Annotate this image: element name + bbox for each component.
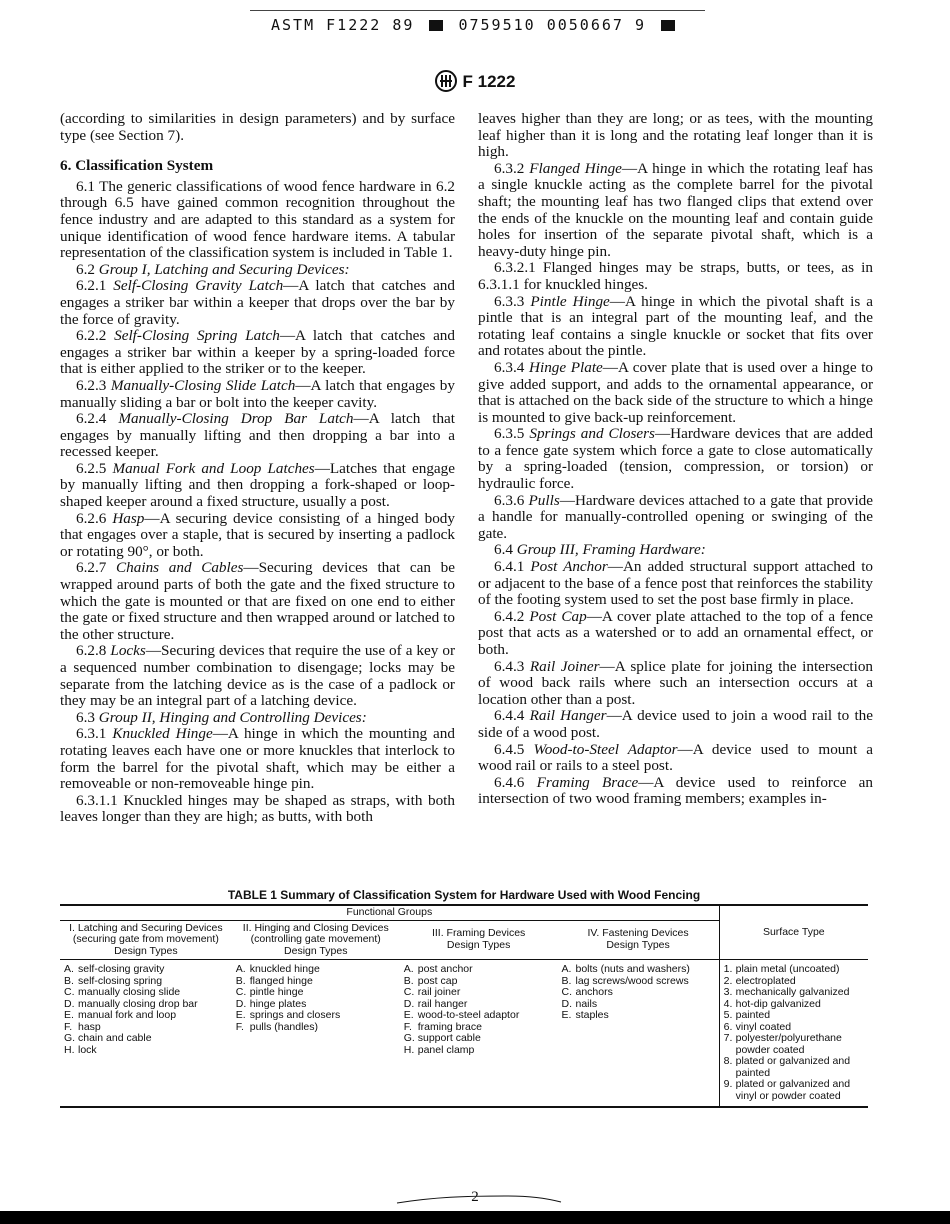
clause-term: Self-Closing Gravity Latch	[113, 277, 284, 295]
item-letter: G.	[403, 1032, 415, 1044]
surface-type-list	[724, 964, 864, 1102]
item-text: manually closing slide	[78, 986, 181, 998]
paragraph	[478, 659, 873, 709]
item-text: rail hanger	[417, 997, 468, 1010]
header-rule	[250, 10, 705, 11]
paragraph	[478, 708, 873, 741]
item-letter: F.	[403, 1020, 412, 1033]
group-header-2	[232, 920, 400, 960]
item-text: hot-dip galvanized	[735, 997, 821, 1010]
group-title: I. Latching and Securing Devices (securing gate from movement)	[69, 921, 223, 945]
clause-term: Springs and Closers	[529, 425, 655, 443]
item-letter: C.	[561, 986, 572, 998]
group-items-cell	[60, 960, 232, 1108]
paragraph	[478, 742, 873, 775]
clause-text: —A device used to join a wood rail to the side of a wood post.	[478, 707, 873, 741]
table-1	[60, 888, 868, 1108]
paragraph: (according to similarities in design parameters) and by surface type (see Section 7).	[60, 110, 455, 144]
item-text: painted	[735, 1009, 771, 1021]
clause-number: 6.2.8	[76, 642, 107, 660]
left-text-column	[60, 111, 455, 826]
list-item	[404, 1045, 554, 1057]
item-text: electroplated	[735, 974, 796, 987]
group-items-cell	[557, 960, 719, 1108]
list-item	[64, 1045, 228, 1057]
clause-number: 6.2.7	[76, 559, 107, 577]
clause-text: —A hinge in which the pivotal shaft is a pintle that is an integral part of the mounting leaf, and the rotating leaf contains a single knuckle or socket that fits over and rotates about the pintle.	[478, 292, 874, 360]
paragraph	[478, 493, 873, 543]
item-text: lock	[78, 1043, 97, 1056]
clause-number: 6.3.4	[494, 358, 525, 376]
clause-text: —A latch that catches and engages a striker bar within a keeper by a spring-loaded force that is either applied to the striker or to the keeper.	[60, 327, 455, 378]
item-text: plated or galvanized and vinyl or powder coated	[735, 1078, 851, 1102]
group-title: III. Framing Devices	[431, 927, 526, 940]
clause-number: 6.3	[76, 708, 95, 726]
list-item	[724, 1033, 864, 1056]
item-text: springs and closers	[249, 1009, 341, 1021]
item-letter: A.	[235, 963, 246, 975]
clause-text: —A hinge in which the mounting and rotating leaves each have one or more knuckles that interlock to form the barrel for the pivotal shaft, which may be either a removeable or non-removeable hinge pin.	[60, 725, 455, 793]
clause-term: Pulls	[528, 491, 560, 509]
paragraph	[60, 378, 455, 411]
item-text: plain metal (uncoated)	[735, 963, 840, 975]
design-type-list	[561, 964, 714, 1022]
design-type-list	[64, 964, 228, 1056]
clause-term: Hinge Plate	[529, 358, 603, 376]
list-item	[724, 987, 864, 999]
clause-text: —Securing devices that require the use of a key or a sequenced number combination to disengage; locks may be separate from the latching device as is the case of a padlock or they may be an integral part of a latching device.	[60, 642, 456, 710]
item-text: polyester/polyurethane powder coated	[735, 1032, 842, 1056]
item-letter: D.	[64, 997, 75, 1010]
paragraph	[60, 726, 455, 792]
clause-term: Rail Hanger	[529, 707, 607, 725]
item-number: 1.	[723, 963, 733, 975]
astm-logo-icon	[435, 70, 457, 92]
paragraph: leaves higher than they are long; or as tees, with the mounting leaf higher than it is long and the rotating leaf longer than it is high.	[478, 110, 873, 161]
clause-term: Group III, Framing Hardware:	[516, 541, 706, 559]
item-text: vinyl coated	[735, 1020, 792, 1033]
clause-term: Group I, Latching and Securing Devices:	[98, 260, 350, 278]
clause-text: —A hinge in which the rotating leaf has a single knuckle acting as the complete barrel for the pivotal shaft; the mounting leaf has two flanged clips that extend over the ends of the knuckle on the mounting leaf and contain guide holes for insertion of the separate pivotal shaft, which is a heavy-duty hinge pin.	[478, 159, 874, 260]
clause-number: 6.4.4	[494, 707, 525, 725]
section-heading: 6. Classification System	[60, 157, 214, 175]
clause-number: 6.2.5	[76, 459, 107, 477]
clause-text: —Hardware devices that are added to a fence gate system which force a gate to close automatically by a spring-loaded (tension, compression, or torsion) or hydraulic force.	[478, 425, 874, 493]
clause-text: —Hardware devices attached to a gate that provide a handle for manually-controlled opening or swinging of the gate.	[478, 491, 874, 542]
item-number: 9.	[723, 1078, 733, 1090]
clause-number: 6.4.3	[494, 657, 525, 675]
paragraph	[60, 643, 455, 709]
group-items-cell	[400, 960, 558, 1108]
item-text: pulls (handles)	[249, 1020, 319, 1033]
clause-text: —Latches that engage by manually lifting and then dropping a fork-shaped or loop-shaped keeper around a fixed structure, usually a post.	[60, 459, 455, 511]
clause-term: Manual Fork and Loop Latches	[112, 459, 315, 477]
paragraph: 6.3.1.1 Knuckled hinges may be shaped as straps, with both leaves longer than they are high; as butts, with both	[60, 791, 455, 826]
item-number: 8.	[723, 1055, 733, 1067]
item-text: staples	[575, 1009, 609, 1021]
clause-number: 6.2	[76, 260, 95, 278]
design-types-label: Design Types	[284, 944, 348, 957]
list-item	[561, 1010, 714, 1022]
header-block-mark	[661, 20, 675, 31]
item-text: wood-to-steel adaptor	[417, 1009, 520, 1021]
paragraph	[478, 775, 873, 808]
clause-text: —A securing device consisting of a hinged body that engages over a staple, that is secured by inserting a padlock or rotating 90°, or both.	[60, 509, 455, 560]
item-letter: B.	[403, 974, 414, 987]
paragraph	[478, 294, 873, 360]
clause-term: Hasp	[112, 509, 145, 527]
clause-number: 6.2.2	[76, 327, 107, 345]
item-text: hinge plates	[249, 997, 307, 1010]
item-number: 6.	[723, 1020, 733, 1033]
paragraph	[60, 461, 455, 511]
clause-term: Knuckled Hinge	[112, 725, 213, 743]
item-letter: C.	[235, 986, 247, 998]
design-types-label: Design Types	[606, 938, 670, 951]
item-letter: B.	[561, 974, 572, 987]
clause-text: —A latch that engages by manually lifting and then dropping a bar into a recessed keeper.	[60, 410, 456, 461]
classification-table	[60, 904, 868, 1108]
item-letter: D.	[561, 997, 572, 1010]
item-text: post anchor	[417, 963, 473, 975]
group-title: IV. Fastening Devices	[587, 927, 689, 940]
item-text: rail joiner	[417, 986, 461, 998]
item-letter: F.	[235, 1020, 244, 1033]
item-letter: A.	[561, 963, 572, 975]
item-letter: H.	[64, 1043, 75, 1056]
item-text: manual fork and loop	[78, 1009, 177, 1021]
header-code-part2: 0759510 0050667 9	[458, 16, 646, 34]
header-code	[0, 16, 950, 34]
clause-number: 6.2.6	[76, 509, 107, 527]
item-letter: E.	[235, 1009, 246, 1021]
clause-term: Chains and Cables	[116, 559, 244, 577]
clause-term: Flanged Hinge	[529, 159, 622, 177]
design-types-label: Design Types	[114, 944, 178, 957]
item-text: panel clamp	[417, 1043, 475, 1056]
item-letter: C.	[403, 986, 415, 998]
clause-text: —Securing devices that can be wrapped around parts of both the gate and the fixed structure to which the gate is mounted or that are fixed on one end to either the gate or fixed structure and then wrapped around or latched to the other structure.	[60, 559, 455, 643]
item-text: plated or galvanized and painted	[735, 1055, 851, 1079]
page-number-swoosh	[395, 1193, 565, 1205]
clause-number: 6.2.3	[76, 376, 107, 394]
surface-type-label: Surface Type	[762, 925, 825, 938]
item-letter: A.	[64, 963, 74, 975]
item-letter: E.	[561, 1009, 572, 1021]
clause-term: Manually-Closing Drop Bar Latch	[118, 410, 354, 428]
item-text: hasp	[78, 1020, 101, 1033]
item-text: chain and cable	[78, 1032, 152, 1044]
page-number: 2	[471, 1189, 479, 1205]
list-item	[724, 1056, 864, 1079]
clause-term: Framing Brace	[536, 773, 639, 791]
clause-term: Self-Closing Spring Latch	[114, 327, 280, 345]
header-block-mark	[429, 20, 443, 31]
item-text: flanged hinge	[249, 974, 313, 987]
item-text: support cable	[417, 1032, 481, 1044]
clause-number: 6.3.5	[494, 425, 525, 443]
item-text: pintle hinge	[249, 986, 304, 998]
item-number: 2.	[723, 974, 733, 987]
surface-items-cell	[719, 960, 868, 1108]
item-letter: D.	[235, 997, 247, 1010]
clause-text: —A splice plate for joining the intersection of wood back rails where such an intersection occurs at a location other than a post.	[478, 657, 874, 708]
designation-number: F 1222	[462, 72, 516, 91]
clause-number: 6.3.3	[494, 292, 525, 310]
paragraph	[60, 278, 455, 328]
clause-term: Post Anchor	[530, 558, 608, 576]
item-text: lag screws/wood screws	[575, 974, 689, 987]
paragraph: 6.1 The generic classifications of wood fence hardware in 6.2 through 6.5 have gained common recognition throughout the fence industry and are adapted to this standard as a system for unique identification of wood fence hardware items. A tabular representation of the classification system is included in Table 1.	[60, 177, 455, 262]
paragraph	[60, 710, 455, 727]
design-type-list	[236, 964, 396, 1033]
clause-number: 6.4.5	[494, 740, 525, 758]
item-text: mechanically galvanized	[735, 986, 850, 998]
list-item	[724, 1079, 864, 1102]
group-header-1	[60, 920, 232, 960]
clause-text: —A device used to mount a wood rail or rails to a steel post.	[478, 740, 874, 775]
clause-number: 6.4.6	[494, 773, 525, 791]
designation-header	[0, 70, 950, 92]
paragraph	[478, 609, 873, 659]
item-text: manually closing drop bar	[78, 997, 198, 1010]
surface-type-header	[719, 905, 868, 960]
design-type-list	[404, 964, 554, 1056]
paragraph: 6.3.2.1 Flanged hinges may be straps, butts, or tees, as in 6.3.1.1 for knuckled hinges.	[478, 259, 873, 293]
paragraph	[478, 161, 873, 261]
item-number: 5.	[723, 1009, 733, 1021]
list-item	[724, 1010, 864, 1022]
functional-groups-header: Functional Groups	[60, 905, 719, 920]
paragraph	[60, 411, 455, 461]
item-text: self-closing gravity	[78, 963, 165, 975]
item-text: bolts (nuts and washers)	[575, 963, 690, 975]
clause-number: 6.3.1	[76, 725, 107, 743]
paragraph	[478, 426, 873, 492]
clause-number: 6.3.6	[494, 491, 525, 509]
design-types-label: Design Types	[446, 938, 511, 951]
group-header-3	[400, 920, 558, 960]
clause-number: 6.4.1	[494, 558, 525, 576]
clause-number: 6.4.2	[494, 607, 525, 625]
paragraph	[60, 262, 455, 279]
item-number: 3.	[723, 986, 733, 998]
item-letter: F.	[64, 1020, 73, 1033]
group-header-4	[557, 920, 719, 960]
item-letter: G.	[64, 1032, 76, 1044]
group-items-cell	[232, 960, 400, 1108]
item-letter: E.	[403, 1009, 414, 1021]
clause-text: —An added structural support attached to or adjacent to the base of a fence post that reinforces the stability of the footing system used to set the post base firmly in place.	[478, 558, 874, 609]
clause-number: 6.2.4	[76, 410, 107, 428]
item-number: 4.	[723, 997, 733, 1010]
paragraph	[478, 559, 873, 609]
clause-term: Group II, Hinging and Controlling Devices:	[98, 708, 367, 726]
clause-number: 6.3.2	[494, 159, 525, 177]
table-title: TABLE 1 Summary of Classification System for Hardware Used with Wood Fencing	[227, 888, 701, 902]
clause-term: Rail Joiner	[529, 657, 600, 675]
paragraph	[60, 328, 455, 378]
paragraph	[478, 542, 873, 559]
clause-term: Locks	[110, 642, 146, 660]
item-letter: H.	[403, 1043, 415, 1056]
item-letter: C.	[64, 986, 75, 998]
header-code-part1: ASTM F1222 89	[270, 16, 415, 34]
clause-text: —A device used to reinforce an intersection of two wood framing members; examples in-	[478, 773, 874, 808]
clause-text: —A cover plate attached to the top of a fence post that acts as a watershed or to add an ornamental effect, or both.	[478, 607, 873, 658]
clause-text: —A latch that engages by manually sliding a bar or bolt into the keeper cavity.	[60, 376, 455, 411]
item-text: anchors	[575, 986, 613, 998]
clause-text: —A cover plate that is used over a hinge to give added support, and adds to the ornamental appearance, or that is attached on the back side of the structure to which a hinge is mounted to give back-up reinforcement.	[478, 358, 873, 426]
item-letter: B.	[64, 974, 74, 987]
group-items-row	[60, 960, 868, 1108]
item-letter: A.	[403, 963, 414, 975]
clause-term: Post Cap	[529, 607, 587, 625]
scan-bottom-edge	[0, 1211, 950, 1224]
paragraph	[60, 511, 455, 561]
group-title: II. Hinging and Closing Devices (controlling gate movement)	[242, 921, 389, 945]
item-text: knuckled hinge	[249, 963, 320, 975]
item-text: nails	[575, 997, 598, 1010]
list-item	[236, 1022, 396, 1034]
clause-term: Pintle Hinge	[530, 292, 610, 310]
list-item	[724, 964, 864, 976]
paragraph	[478, 360, 873, 426]
clause-term: Manually-Closing Slide Latch	[110, 376, 296, 394]
item-text: framing brace	[417, 1020, 482, 1033]
clause-term: Wood-to-Steel Adaptor	[533, 740, 678, 758]
clause-number: 6.2.1	[76, 277, 107, 295]
item-letter: B.	[235, 974, 246, 987]
right-text-column	[478, 111, 873, 808]
item-letter: E.	[64, 1009, 74, 1021]
item-number: 7.	[723, 1032, 733, 1044]
item-text: post cap	[417, 974, 458, 987]
item-text: self-closing spring	[78, 974, 163, 987]
paragraph	[60, 560, 455, 643]
clause-number: 6.4	[494, 541, 513, 559]
clause-text: —A latch that catches and engages a striker bar within a keeper that drops over the bar by the force of gravity.	[60, 277, 455, 328]
item-letter: D.	[403, 997, 415, 1010]
